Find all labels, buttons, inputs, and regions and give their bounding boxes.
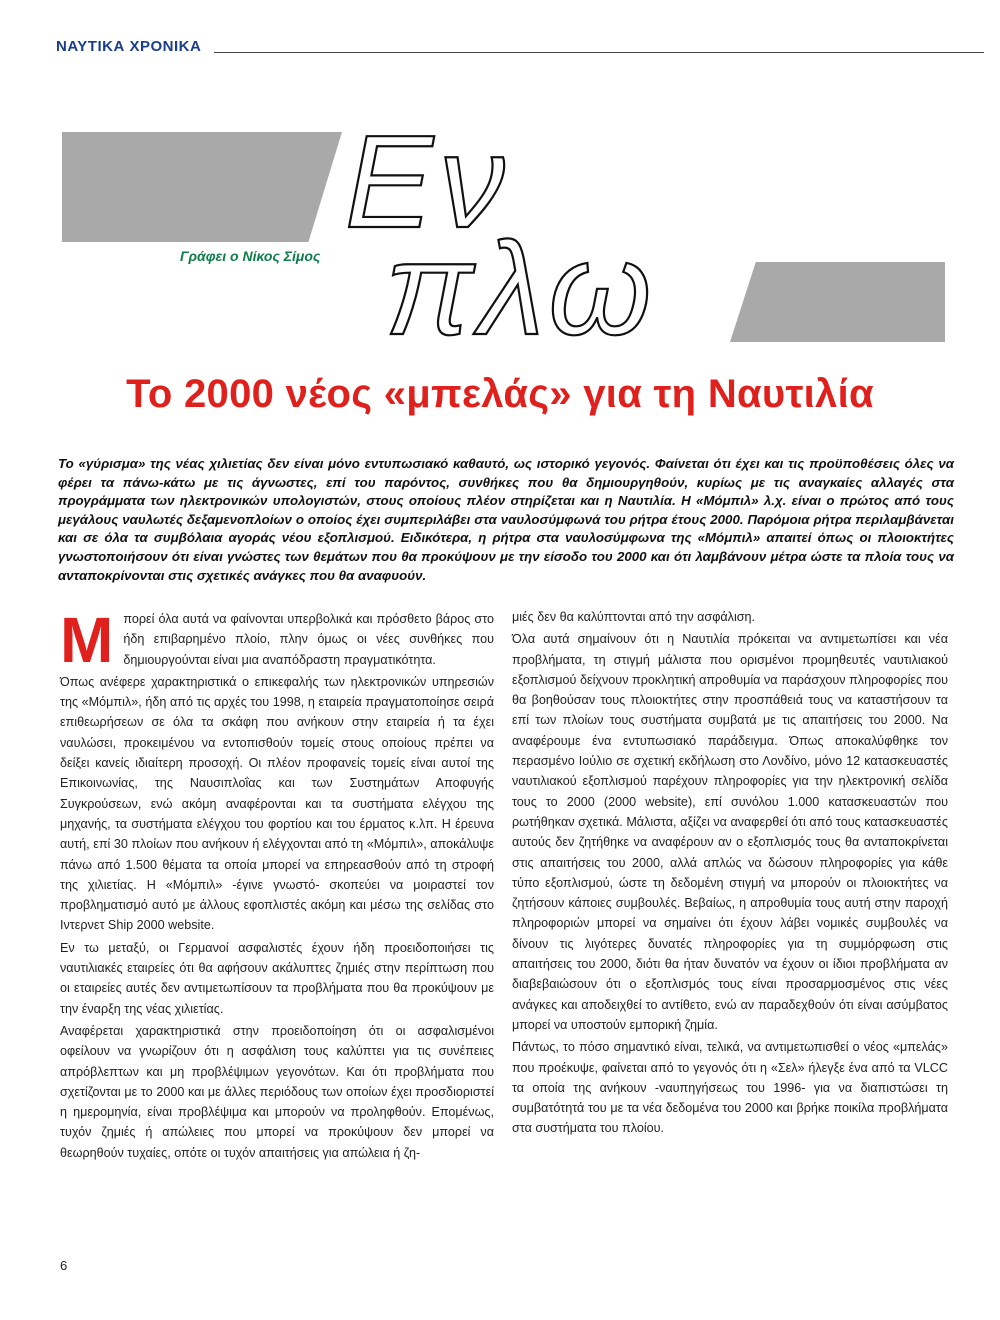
body-paragraph: Όλα αυτά σημαίνουν ότι η Ναυτιλία πρόκειται να αντιμετωπίσει και νέα προβλήματα, τη στιγμή μάλιστα που ορισμένοι προμηθευτές ναυτιλιακού εξοπλισμού δείχνουν προκλητική απροθυμία να παράσχουν πληροφορίες που θα βοηθούσαν τους πλοιοκτήτες στην προσπάθειά τους να καταστήσουν τα επί των πλοίων τους συστήματα συμβατά με τις απαιτήσεις του 2000. Να αναφέρουμε ένα εντυπωσιακό παράδειγμα. Όπως αποκαλύφθηκε τον περασμένο Ιούλιο σε σχετική εκδήλωση στο Λονδίνο, μόνο 12 κατασκευαστές ναυτιλιακού εξοπλισμού παρέχουν πληροφορίες για την ηλεκτρονική σελίδα τους το 2000 (2000 website), επί συνόλου 1.000 κατασκευαστών που ρωτήθηκαν σχετικά. Μάλιστα, αξίζει να αναφερθεί ότι από τους κατασκευαστές αυτούς δεν ζητήθηκε να αναφέρουν αν ο εξοπλισμός τους θα ανταποκρίνεται στις απαιτήσεις του 2000, αλλά απλώς να δώσουν πληροφορίες για κάθε τύπο εξοπλισμού, ώστε τη δεδομένη στιγμή να μπορούν οι πλοιοκτήτες να ζητήσουν κάποιες συμβουλές. Βεβαίως, η απροθυμία τους αυτή στην παροχή πληροφοριών μπορεί να σημαίνει ότι έχουν λάβει νομικές συμβουλές να δίνουν τις λιγότερες δυνατές πληροφορίες για τη συμμόρφωση στις απαιτήσεις του 2000, διότι θα ήταν δυνατόν να έχουν οι ίδιοι προβλήματα αν διαβεβαιώσουν ότι ο εξοπλισμός τους είναι προσαρμοσμένος στις νέες ανάγκες και αποδειχθεί το αντίθετο, ενώ αν παραδεχθούν ότι είναι ασύμβατος μπορεί να υποστούν εμπορική ζημία.: [512, 632, 948, 1032]
body-column-left: [60, 604, 494, 1165]
body-paragraph: Εν τω μεταξύ, οι Γερμανοί ασφαλιστές έχουν ήδη προειδοποιήσει τις ναυτιλιακές εταιρείες ότι θα αφήσουν ακάλυπτες ζημιές στην περίπτωση που οι εταιρείες αυτές δεν αντιμετωπίσουν τα προβλήματα που θα προκύψουν με την έναρξη της νέας χιλιετίας.: [60, 940, 494, 1016]
lead-paragraph: Το «γύρισμα» της νέας χιλιετίας δεν είναι μόνο εντυπωσιακό καθαυτό, ως ιστορικό γεγονός. Φαίνεται ότι έχει και τις προϋποθέσεις όλες να φέρει τα πάνω-κάτω με τις άγνωστες, επί του παρόντος, συνθήκες που θα δημιουργηθούν, κυρίως με τις αναγκαίες αλλαγές στα προγράμματα των ηλεκτρονικών υπολογιστών, στους οποίους πλέον στηρίζεται και η Ναυτιλία. Η «Μόμπιλ» λ.χ. είναι ο πρώτος από τους μεγάλους ναυλωτές δεξαμενοπλοίων ο οποίος έχει συμπεριλάβει στα ναυλοσύμφωνά του ρήτρα έτους 2000. Παρόμοια ρήτρα περιλαμβάνεται και σε όλα τα συμβόλαια αγοράς νέου εξοπλισμού. Ειδικότερα, η ρήτρα στα ναυλοσύμφωνα της «Μόμπιλ» απαιτεί όπως οι πλοιοκτήτες γνωστοποιήσουν ότι είναι γνώστες των θεμάτων που θα προκύψουν με την είσοδο του 2000 και ότι λαμβάνουν μέτρα ώστε τα πλοία τους να ανταποκρίνονται στις σχετικές ανάγκες που θα αναφυούν.: [58, 456, 954, 583]
body-paragraph: Αναφέρεται χαρακτηριστικά στην προειδοποίηση ότι οι ασφαλισμένοι οφείλουν να γνωρίζουν ότι η ασφάλιση τους καλύπτει για τις συνέπειες απρόβλεπτων και μη προβλέψιμων γεγονότων. Και ότι προβλήματα που σχετίζονται με το 2000 και με άλλες περιόδους των οποίων έχει προσδιοριστεί η ημερομηνία, είναι προβλέψιμα και μπορούν να προληφθούν. Επομένως, τυχόν ζημιές ή απώλειες που μπορεί να προκύψουν δεν μπορεί να θεωρηθούν τυχαίες, οπότε οι τυχόν απαιτήσεις για απώλεια ή ζη-: [60, 1023, 494, 1160]
page-number: 6: [60, 1258, 68, 1273]
body-paragraph: Πάντως, το πόσο σημαντικό είναι, τελικά, να αντιμετωπισθεί ο νέος «μπελάς» που προέκυψε, φαίνεται από το γεγονός ότι η «Σελ» ήλεγξε ένα από τα VLCC τα οποία της ανήκουν -ναυπηγήσεως του 1996- για να διαπιστώσει τη συμβατότητά του με τα νέα δεδομένα του 2000 και βρήκε ποικίλα προβλήματα στα συστήματα του πλοίου.: [512, 1040, 948, 1136]
body-paragraph: Όπως ανέφερε χαρακτηριστικά ο επικεφαλής των ηλεκτρονικών υπηρεσιών της «Μόμπιλ», ήδη από τις αρχές του 1998, η εταιρεία πραγματοποίησε σειρά επιθεωρήσεων σε όλα τα σκάφη που ανήκουν στην εταιρεία ή τα έχει ναυλώσει, προκειμένου να εντοπισθούν τομείς στους οποίους πρέπει να δείξει κανείς ιδιαίτερη προσοχή. Οι πλέον προφανείς τομείς είναι αυτοί της Επικοινωνίας, της Ναυσιπλοΐας και των Συστημάτων Αποφυγής Συγκρούσεων, ενώ ακόμη αναφέρονται και τα συστήματα ελέγχου της μηχανής, τα συστήματα ελέγχου του φορτίου και του έρματος κ.λπ. Η έρευνα αυτή, επί 30 πλοίων που ανήκουν ή ελέγχονται από τη «Μόμπιλ», αποκάλυψε πάνω από 1.500 θέματα τα οποία μπορεί να επηρεασθούν από τη στροφή της χιλιετίας. Η «Μόμπιλ» -έγινε γνωστό- σκοπεύει να μοιραστεί τον προβληματισμό αυτό με άλλους εφοπλιστές ακόμη και μέσω της σελίδας στο Ιντερνετ Ship 2000 website.: [60, 674, 494, 933]
body-paragraph: μιές δεν θα καλύπτονται από την ασφάλιση.: [512, 610, 756, 624]
paragraph-text: πορεί όλα αυτά να φαίνονται υπερβολικά και πρόσθετο βάρος στο ήδη επιβαρημένο πλοίο, πλην όμως οι νέες συνθήκες που δημιουργούνται είναι μια αναπόδραστη πραγματικότητα.: [123, 612, 494, 667]
column-logo: [325, 112, 745, 352]
article-headline: Το 2000 νέος «μπελάς» για τη Ναυτιλία: [126, 372, 874, 416]
logo-line-2: πλω: [385, 215, 658, 352]
decorative-band-right: [730, 262, 945, 342]
logo-line-1: Εν: [345, 112, 512, 255]
decorative-band-left: [62, 132, 342, 242]
section-label: ΝΑΥΤΙΚΑ ΧΡΟΝΙΚΑ: [56, 38, 202, 55]
author-byline: Γράφει ο Νίκος Σίμος: [180, 248, 321, 264]
body-column-right: [512, 607, 948, 1141]
body-paragraph: [60, 604, 494, 676]
drop-cap: Μ: [60, 604, 114, 676]
header-rule: [214, 52, 984, 53]
